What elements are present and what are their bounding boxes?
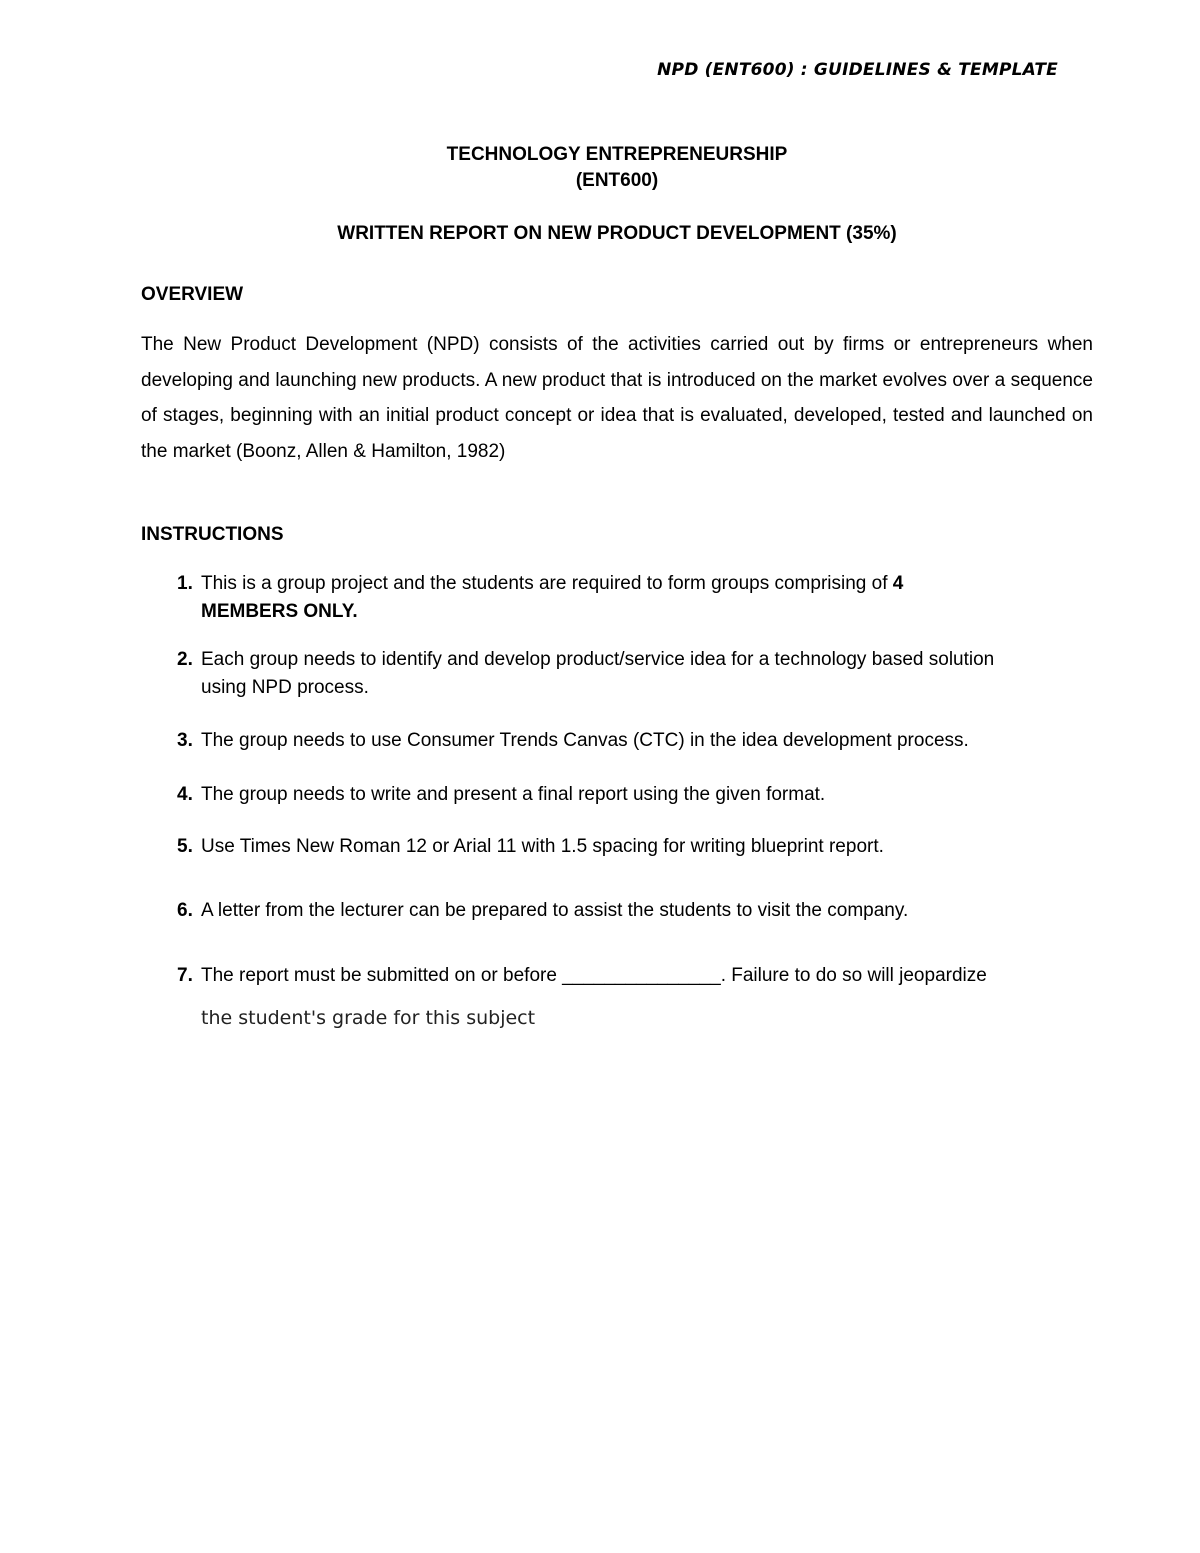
item-continuation: using NPD process. bbox=[201, 677, 369, 698]
course-title: TECHNOLOGY ENTREPRENEURSHIP bbox=[446, 144, 788, 165]
instruction-item-3 bbox=[177, 727, 1102, 755]
item-continuation: the student's grade for this subject bbox=[201, 1007, 536, 1029]
item-text: Use Times New Roman 12 or Arial 11 with 1.5 spacing for writing blueprint report. bbox=[201, 836, 884, 857]
running-header: NPD (ENT600) : GUIDELINES & TEMPLATE bbox=[657, 60, 1058, 80]
document-title bbox=[0, 142, 1200, 194]
instruction-item-1 bbox=[177, 570, 1102, 626]
instruction-item-7 bbox=[177, 962, 1102, 1032]
item-number: 7. bbox=[177, 965, 193, 986]
item-text: The report must be submitted on or before _______________. Failure to do so will jeopardize bbox=[201, 965, 987, 986]
item-text: A letter from the lecturer can be prepared to assist the students to visit the company. bbox=[201, 900, 909, 921]
item-text: The group needs to write and present a final report using the given format. bbox=[201, 784, 826, 805]
item-number: 3. bbox=[177, 730, 193, 751]
item-text: The group needs to use Consumer Trends Canvas (CTC) in the idea development process. bbox=[201, 730, 969, 751]
instruction-item-6 bbox=[177, 897, 1102, 925]
item-number: 6. bbox=[177, 900, 193, 921]
instruction-item-4 bbox=[177, 781, 1102, 809]
item-number: 4. bbox=[177, 784, 193, 805]
item-number: 2. bbox=[177, 649, 193, 670]
instruction-item-5 bbox=[177, 833, 1102, 861]
overview-heading: OVERVIEW bbox=[141, 284, 244, 305]
course-code: (ENT600) bbox=[575, 170, 659, 191]
item-bold-text: 4 bbox=[892, 573, 904, 594]
report-title: WRITTEN REPORT ON NEW PRODUCT DEVELOPMENT (35%) bbox=[337, 223, 897, 244]
item-text: This is a group project and the students are required to form groups comprising of bbox=[201, 573, 893, 594]
instructions-heading: INSTRUCTIONS bbox=[141, 524, 284, 545]
item-number: 5. bbox=[177, 836, 193, 857]
overview-paragraph: The New Product Development (NPD) consists of the activities carried out by firms or entrepreneurs when developing and launching new products. A new product that is introduced on the market evolves over a sequence of stages, beginning with an initial product concept or idea that is evaluated, developed, tested and launched on the market (Boonz, Allen & Hamilton, 1982) bbox=[141, 334, 1093, 462]
instruction-item-2 bbox=[177, 646, 1102, 702]
item-number: 1. bbox=[177, 573, 193, 594]
item-text: Each group needs to identify and develop product/service idea for a technology based solution bbox=[201, 649, 995, 670]
item-bold-continuation: MEMBERS ONLY. bbox=[201, 601, 358, 622]
